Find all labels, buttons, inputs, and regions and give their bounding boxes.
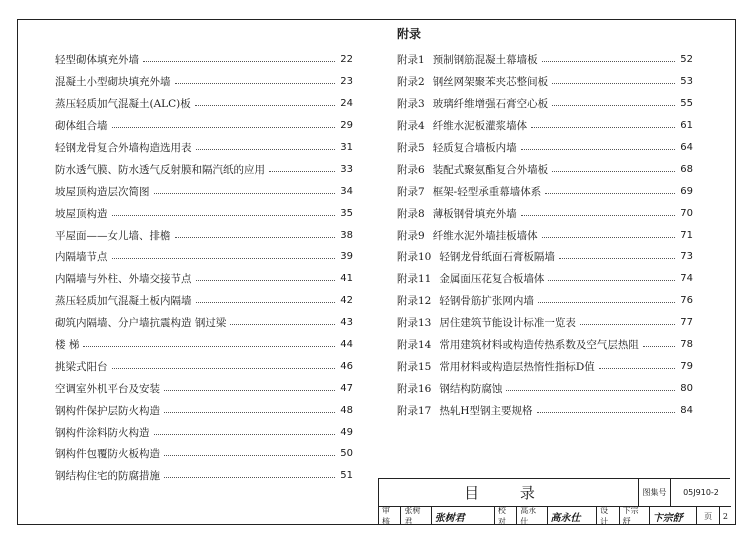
design-signature: 卞宗舒 [650,507,698,525]
toc-entry [55,137,353,159]
toc-entry-title: 砌体组合墙 [55,120,108,133]
dot-leader [552,105,675,106]
toc-entry-page: 24 [340,98,353,110]
toc-entry [55,312,353,334]
toc-entry-title: 轻型砌体填充外墙 [55,54,139,67]
review-signature: 张树君 [432,507,495,525]
toc-entry [55,71,353,93]
toc-entry-page: 43 [340,317,353,329]
toc-entry-page: 38 [340,229,353,241]
dot-leader [506,390,675,391]
toc-entry-title: 纤维水泥外墙挂板墙体 [432,229,538,242]
dot-leader [112,215,336,216]
toc-entry [397,137,693,159]
toc-entry [55,49,353,71]
toc-entry-title: 轻钢龙骨纸面石膏板隔墙 [439,251,555,264]
toc-entry-title: 金属面压花复合板墙体 [439,273,545,286]
toc-entry-title: 薄板钢骨填充外墙 [432,207,517,220]
toc-entry-page: 68 [680,163,693,175]
toc-entry-title: 内隔墙节点 [55,251,108,264]
toc-entry [55,421,353,443]
toc-entry [397,115,693,137]
dot-leader [195,105,335,106]
toc-entry [397,49,693,71]
toc-entry [397,290,693,312]
toc-entry-title: 常用材料或构造层热惰性指标D值 [439,360,595,373]
dot-leader [552,171,675,172]
toc-entry [55,399,353,421]
appendix-number: 附录16 [397,382,432,395]
appendix-number: 附录14 [397,339,432,352]
toc-entry [55,224,353,246]
dot-leader [552,83,675,84]
dot-leader [154,434,336,435]
dot-leader [112,127,336,128]
toc-entry [55,93,353,115]
appendix-heading: 附录 [397,27,422,41]
dot-leader [230,324,335,325]
dot-leader [531,127,675,128]
title-block-title: 目 录 [379,479,639,507]
toc-entry-page: 74 [680,273,693,285]
toc-entry [397,93,693,115]
dot-leader [542,237,675,238]
toc-entry-page: 31 [340,142,353,153]
toc-entry [397,355,693,377]
toc-entry-page: 52 [680,54,693,66]
dot-leader [164,455,335,456]
toc-entry-title: 防水透气膜、防水透气反射膜和隔汽纸的应用 [55,163,265,176]
toc-entry-title: 混凝土小型砌块填充外墙 [55,76,171,89]
toc-entry-title: 砌筑内隔墙、分户墙抗震构造 钢过梁 [55,317,227,330]
check-label: 校对 [495,507,517,525]
toc-entry [55,202,353,224]
dot-leader [175,83,336,84]
toc-entry-page: 77 [680,317,693,329]
dot-leader [164,477,335,478]
appendix-number: 附录10 [397,251,432,264]
toc-entry-page: 55 [680,98,693,110]
dot-leader [164,412,335,413]
toc-entry [55,115,353,137]
page-number: 2 [722,511,729,521]
toc-entry-page: 64 [680,142,693,153]
toc-entry [397,334,693,356]
dot-leader [196,302,336,303]
dot-leader [599,368,675,369]
toc-entry-title: 常用建筑材料或构造传热系数及空气层热阻 [439,339,639,352]
toc-entry-title: 钢丝网架聚苯夹芯整间板 [432,76,549,89]
dot-leader [542,61,675,62]
toc-entry [397,246,693,268]
toc-entry-page: 34 [340,185,353,197]
toc-entry [397,399,693,421]
toc-entry-page: 47 [340,382,353,394]
page-label: 页 [697,507,719,525]
appendix-number: 附录13 [397,317,432,330]
toc-entry [397,312,693,334]
toc-entry [55,180,353,202]
dot-leader [559,258,675,259]
toc-entry [397,268,693,290]
design-name: 卞宗舒 [620,507,650,525]
appendix-number: 附录6 [397,163,425,176]
toc-right-column [397,49,693,421]
dot-leader [164,390,335,391]
toc-entry-page: 50 [340,448,353,460]
toc-entry-page: 79 [680,360,693,372]
toc-entry-title: 挑梁式阳台 [55,360,108,373]
dot-leader [154,193,336,194]
dot-leader [548,280,675,281]
toc-entry-title: 钢构件涂料防火构造 [55,426,150,439]
toc-entry-page: 33 [340,163,353,175]
dot-leader [521,149,675,150]
toc-entry-title: 轻钢骨筋扩张网内墙 [439,295,534,308]
appendix-number: 附录17 [397,404,432,417]
appendix-number: 附录8 [397,207,425,220]
toc-entry-title: 钢结构防腐蚀 [439,382,503,395]
toc-entry-page: 46 [340,360,353,372]
toc-entry-title: 玻璃纤维增强石膏空心板 [432,98,549,111]
toc-entry-page: 48 [340,404,353,416]
toc-entry-title: 框架-轻型承重幕墙体系 [432,185,542,198]
appendix-number: 附录3 [397,98,425,111]
check-name: 高永仕 [517,507,547,525]
appendix-number: 附录7 [397,185,425,198]
toc-entry-page: 23 [340,76,353,88]
appendix-number: 附录11 [397,273,432,286]
atlas-number: 05J910-2 [671,479,731,507]
toc-entry [55,355,353,377]
toc-entry-page: 70 [680,207,693,219]
dot-leader [545,193,675,194]
appendix-number: 附录15 [397,360,432,373]
toc-entry [397,224,693,246]
toc-entry-title: 钢结构住宅的防腐措施 [55,470,160,483]
toc-entry-page: 22 [340,54,353,66]
toc-entry-title: 坡屋顶构造层次简图 [55,185,150,198]
appendix-number: 附录4 [397,120,425,133]
toc-left-column [55,49,353,487]
toc-entry-page: 78 [680,339,693,351]
toc-entry [55,290,353,312]
appendix-number: 附录1 [397,54,425,67]
toc-entry [397,71,693,93]
dot-leader [196,149,336,150]
dot-leader [175,237,336,238]
toc-entry [55,246,353,268]
toc-entry-title: 居住建筑节能设计标准一览表 [439,317,576,330]
toc-entry-title: 轻质复合墙板内墙 [432,142,517,154]
toc-entry-page: 80 [680,382,693,394]
dot-leader [143,61,335,62]
dot-leader [521,215,675,216]
appendix-number: 附录2 [397,76,425,89]
toc-entry [55,377,353,399]
toc-entry-page: 41 [340,273,353,285]
toc-entry-title: 热轧H型钢主要规格 [439,404,533,417]
appendix-number: 附录12 [397,295,432,308]
toc-entry-page: 42 [340,295,353,307]
toc-entry-page: 35 [340,207,353,219]
design-label: 设计 [597,507,619,525]
toc-entry-page: 84 [680,404,693,416]
toc-entry-title: 坡屋顶构造 [55,207,108,220]
check-signature: 高永仕 [548,507,598,525]
dot-leader [196,280,336,281]
dot-leader [643,346,675,347]
toc-entry-title: 预制钢筋混凝土幕墙板 [432,54,538,67]
toc-entry-page: 53 [680,76,693,88]
dot-leader [83,346,335,347]
toc-entry-page: 39 [340,251,353,263]
toc-entry-page: 61 [680,120,693,132]
dot-leader [112,258,336,259]
toc-entry-page: 51 [340,470,353,482]
toc-entry [397,377,693,399]
appendix-number: 附录9 [397,229,425,242]
dot-leader [269,171,335,172]
toc-entry-page: 29 [340,120,353,132]
toc-entry-title: 装配式聚氨酯复合外墙板 [432,163,549,176]
toc-entry-page: 71 [680,229,693,241]
toc-entry-title: 平屋面——女儿墙、排檐 [55,229,171,242]
toc-entry [55,268,353,290]
toc-entry-title: 纤维水泥板灌浆墙体 [432,120,528,133]
toc-entry [55,465,353,487]
toc-entry-page: 49 [340,426,353,438]
toc-entry-page: 73 [680,251,693,263]
toc-entry-title: 内隔墙与外柱、外墙交接节点 [55,273,192,286]
toc-entry-title: 空调室外机平台及安装 [55,382,160,395]
toc-entry [55,443,353,465]
toc-entry-title: 楼 梯 [55,339,80,352]
toc-entry [397,202,693,224]
toc-entry-page: 69 [680,185,693,197]
title-block [378,478,730,524]
dot-leader [112,368,336,369]
toc-entry-title: 蒸压轻质加气混凝土(ALC)板 [55,98,191,111]
review-label: 审核 [379,507,401,525]
toc-entry [55,158,353,180]
toc-entry-title: 钢构件包覆防火板构造 [55,448,160,461]
atlas-number-label: 图集号 [639,479,671,507]
dot-leader [537,412,675,413]
toc-entry-title: 轻钢龙骨复合外墙构造选用表 [55,142,192,154]
toc-entry-page: 76 [680,295,693,307]
dot-leader [538,302,675,303]
toc-entry-page: 44 [340,339,353,351]
dot-leader [580,324,675,325]
toc-entry [397,180,693,202]
appendix-number: 附录5 [397,142,425,154]
toc-entry [397,158,693,180]
signature-row [379,507,731,525]
review-name: 张树君 [401,507,431,525]
toc-entry-title: 钢构件保护层防火构造 [55,404,160,417]
toc-entry-title: 蒸压轻质加气混凝土板内隔墙 [55,295,192,308]
toc-entry [55,334,353,356]
